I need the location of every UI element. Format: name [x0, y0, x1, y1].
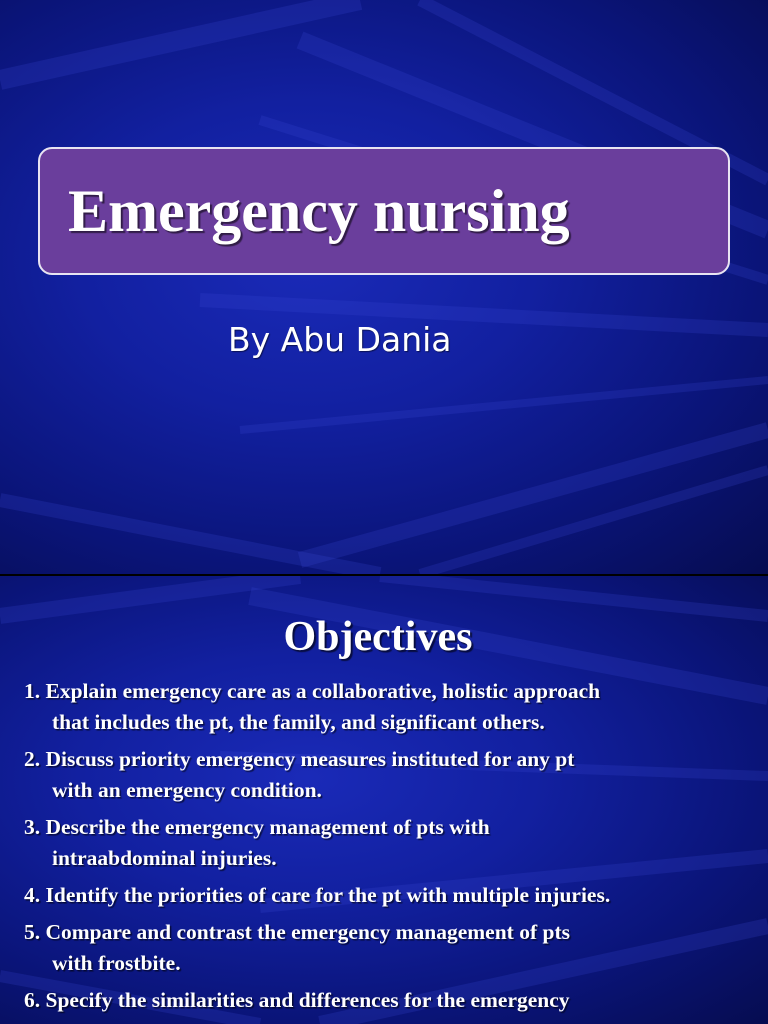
- objective-line: with an emergency condition.: [52, 778, 322, 802]
- objective-line: 1. Explain emergency care as a collaborative, holistic approach: [24, 679, 601, 703]
- objective-line: with frostbite.: [52, 951, 181, 975]
- objective-line: 5. Compare and contrast the emergency management of pts: [24, 920, 570, 944]
- objectives-list: [0, 676, 768, 1022]
- author-subtitle: By Abu Dania: [228, 320, 452, 359]
- objective-line: intraabdominal injuries.: [52, 846, 277, 870]
- objective-line: 4. Identify the priorities of care for the pt with multiple injuries.: [24, 883, 611, 907]
- objectives-slide: [0, 576, 768, 1024]
- objectives-heading: Objectives: [283, 614, 473, 660]
- objective-item: [0, 812, 768, 874]
- objective-item: [0, 917, 768, 979]
- objective-line: that includes the pt, the family, and significant others.: [52, 710, 545, 734]
- title-box: [38, 147, 730, 275]
- presentation-title: Emergency nursing: [68, 178, 570, 244]
- objective-item: [0, 985, 768, 1016]
- objective-item: [0, 880, 768, 911]
- objective-line: 6. Specify the similarities and differences for the emergency: [24, 988, 570, 1012]
- objective-line: 2. Discuss priority emergency measures instituted for any pt: [24, 747, 575, 771]
- objective-item: [0, 744, 768, 806]
- objective-line: 3. Describe the emergency management of pts with: [24, 815, 490, 839]
- objective-item: [0, 676, 768, 738]
